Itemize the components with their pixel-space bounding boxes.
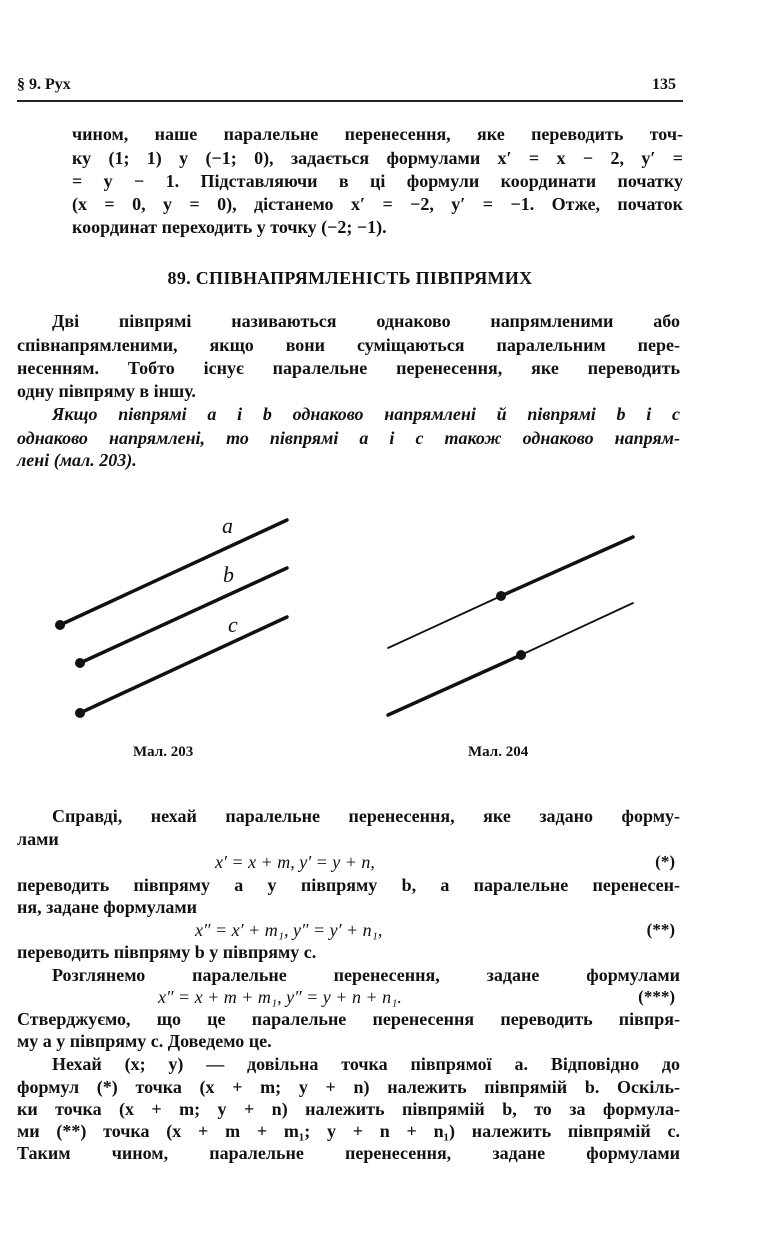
- text-line: = y − 1. Підставляючи в ці формули координати початку: [72, 171, 683, 191]
- figure-203: [55, 520, 287, 718]
- figure-204-caption: Мал. 204: [468, 744, 529, 760]
- label-c: c: [228, 612, 238, 637]
- endpoint-dot: [75, 708, 85, 718]
- half-line-b: [80, 568, 287, 663]
- text-line: одну півпряму в іншу.: [17, 381, 196, 401]
- text-line: Стверджуємо, що це паралельне перенесення переводить півпря-: [17, 1009, 680, 1029]
- page-number: 135: [652, 76, 676, 93]
- running-header-section: § 9. Рух: [17, 76, 71, 93]
- text-line: (x = 0, y = 0), дістанемо x′ = −2, y′ = −1. Отже, початок: [72, 194, 683, 214]
- text-line: несенням. Тобто існує паралельне перенесення, яке переводить: [17, 358, 680, 378]
- thin-line: [521, 603, 633, 655]
- half-line-a: [60, 520, 287, 625]
- text-line: му a у півпряму c. Доведемо це.: [17, 1031, 272, 1051]
- formula-1: x′ = x + m, y′ = y + n,: [215, 852, 375, 872]
- text-line: ми (**) точка (x + m + m₁; y + n + n₁) належить півпрямій c.: [17, 1121, 680, 1141]
- figure-203-caption: Мал. 203: [133, 744, 194, 760]
- text-line: переводить півпряму a у півпряму b, а паралельне перенесен-: [17, 875, 680, 895]
- formula-3-tag: (***): [638, 987, 675, 1006]
- text-line: Розглянемо паралельне перенесення, задане формулами: [52, 965, 680, 985]
- text-line: ня, задане формулами: [17, 897, 198, 917]
- half-line-c: [80, 617, 287, 713]
- endpoint-dot: [55, 620, 65, 630]
- formula-1-tag: (*): [655, 852, 675, 871]
- text-line: лені (мал. 203).: [17, 450, 137, 470]
- text-line: однаково напрямлені, то півпрямі a і c також однаково напрям-: [17, 428, 680, 448]
- text-line: Якщо півпрямі a і b однаково напрямлені й півпрямі b і c: [52, 404, 680, 424]
- thin-line: [388, 596, 501, 648]
- label-b: b: [223, 562, 234, 587]
- text-line: Нехай (x; y) — довільна точка півпрямої a. Відповідно до: [52, 1054, 680, 1074]
- figure-204: [388, 537, 633, 715]
- text-line: чином, наше паралельне перенесення, яке переводить точ-: [72, 124, 683, 144]
- text-line: Дві півпрямі називаються однаково напрямленими або: [52, 311, 680, 331]
- text-line: формул (*) точка (x + m; y + n) належить півпрямій b. Оскіль-: [17, 1077, 680, 1097]
- text-line: переводить півпряму b у півпряму c.: [17, 942, 317, 962]
- formula-2: x″ = x′ + m₁, y″ = y′ + n₁,: [195, 920, 383, 940]
- label-a: a: [222, 513, 233, 538]
- endpoint-dot: [75, 658, 85, 668]
- endpoint-dot: [516, 650, 526, 660]
- half-line-upper: [501, 537, 633, 596]
- formula-3: x″ = x + m + m₁, y″ = y + n + n₁.: [158, 987, 402, 1007]
- text-line: ку (1; 1) у (−1; 0), задається формулами x′ = x − 2, y′ =: [72, 148, 683, 168]
- section-heading: 89. СПІВНАПРЯМЛЕНІСТЬ ПІВПРЯМИХ: [167, 268, 533, 288]
- endpoint-dot: [496, 591, 506, 601]
- text-line: координат переходить у точку (−2; −1).: [72, 217, 387, 237]
- text-line: Справді, нехай паралельне перенесення, яке задано форму-: [52, 806, 680, 826]
- text-line: Таким чином, паралельне перенесення, задане формулами: [17, 1143, 680, 1163]
- half-line-lower: [388, 655, 521, 715]
- text-line: ки точка (x + m; y + n) належить півпрямій b, то за формула-: [17, 1099, 680, 1119]
- text-line: співнапрямленими, якщо вони суміщаються паралельним пере-: [17, 335, 680, 355]
- formula-2-tag: (**): [646, 920, 675, 939]
- text-line: лами: [17, 829, 59, 849]
